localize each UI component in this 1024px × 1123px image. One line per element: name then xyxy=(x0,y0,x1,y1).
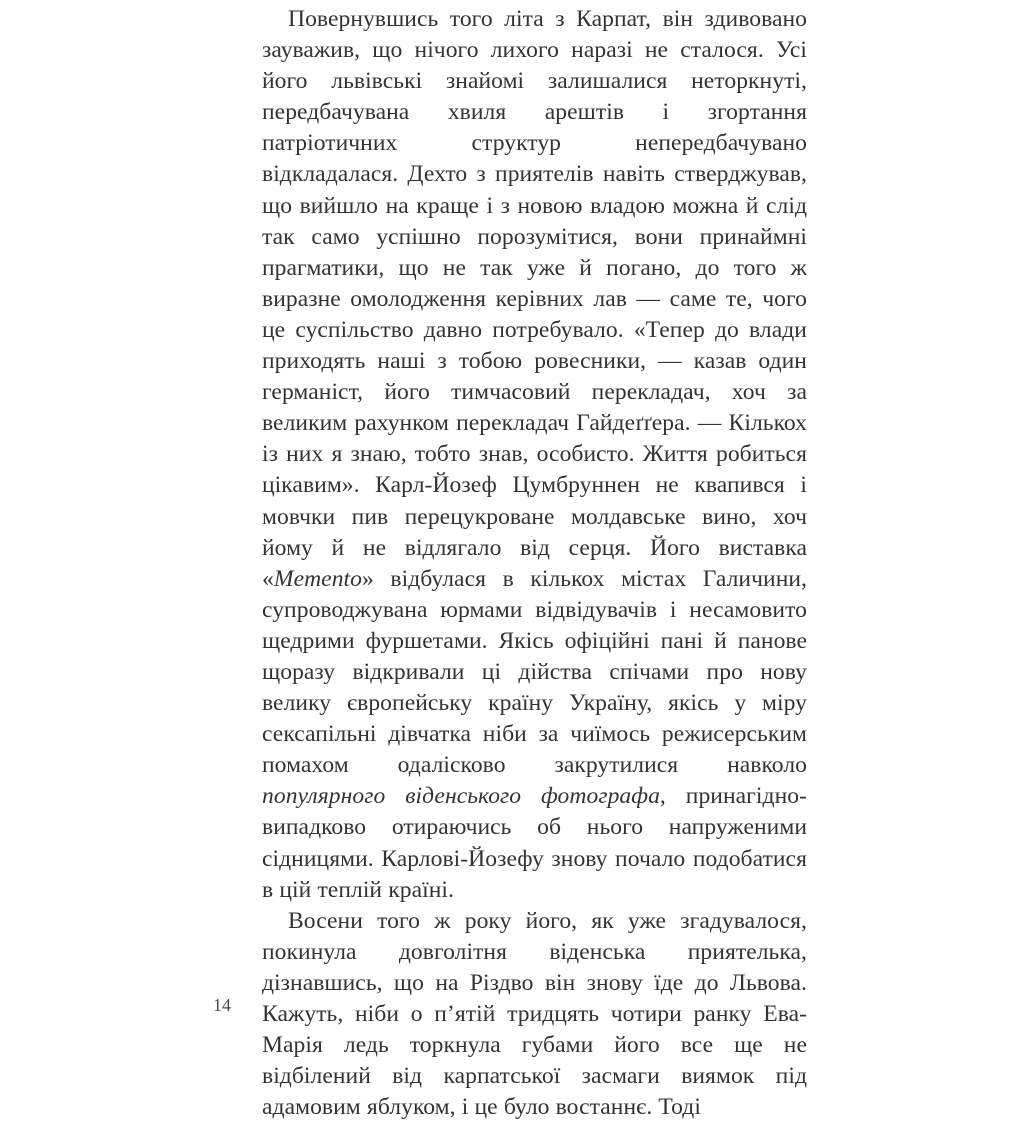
text-run: Повернувшись того літа з Карпат, він здивовано зауважив, що нічого лихого наразі не сталося. Усі його львівські знайомі залишалися неторкнуті, передбачувана хвиля арештів і згортання патріотичних структур непередбачувано відкладалася. Дехто з приятелів навіть стверджував, що вийшло на краще і з новою владою можна й слід так само успішно порозумітися, вони принаймні прагматики, що не так уже й погано, до того ж виразне омолодження керівних лав — саме те, чого це суспільство давно потребувало. «Тепер до влади приходять наші з тобою ровесники, — казав один германіст, його тимчасовий перекладач, хоч за великим рахунком перекладач Гайдеґґера. — Кількох із них я знаю, тобто знав, особисто. Життя робиться цікавим». Карл-Йозеф Цумбруннен не квапився і мовчки пив перецукроване молдавське вино, хоч йому й не відлягало від серця. Його виставка « xyxy=(262,6,807,592)
page-text-block xyxy=(262,4,807,1123)
text-run: Восени того ж року його, як уже згадувалося, покинула довголітня віденська приятелька, дізнавшись, що на Різдво він знову їде до Львова. Кажуть, ніби о п’ятій тридцять чотири ранку Ева-Марія ледь торкнула губами його все ще не відбілений від карпатської засмаги виямок під адамовим яблуком, і це було востаннє. Тоді xyxy=(262,907,807,1121)
page-number: 14 xyxy=(213,995,231,1015)
italic-run: Memento xyxy=(273,565,362,592)
text-run: , принагідно-випадково отираючись об нього напруженими сідницями. Карлові-Йозефу знову почало подобатися в цій теплій країні. xyxy=(262,783,807,903)
text-run: » відбулася в кількох містах Галичини, супроводжувана юрмами відвідувачів і несамовито щедрими фуршетами. Якісь офіційні пані й панове щоразу відкривали ці дійства спічами про нову велику європейську країну Україну, якісь у міру сексапільні дівчатка ніби за чиїмось режисерським помахом одалісково закрутилися навколо xyxy=(262,565,807,779)
paragraph-1 xyxy=(262,4,807,906)
italic-run: популярного віденського фотографа xyxy=(262,783,660,810)
paragraph-2 xyxy=(262,906,807,1123)
